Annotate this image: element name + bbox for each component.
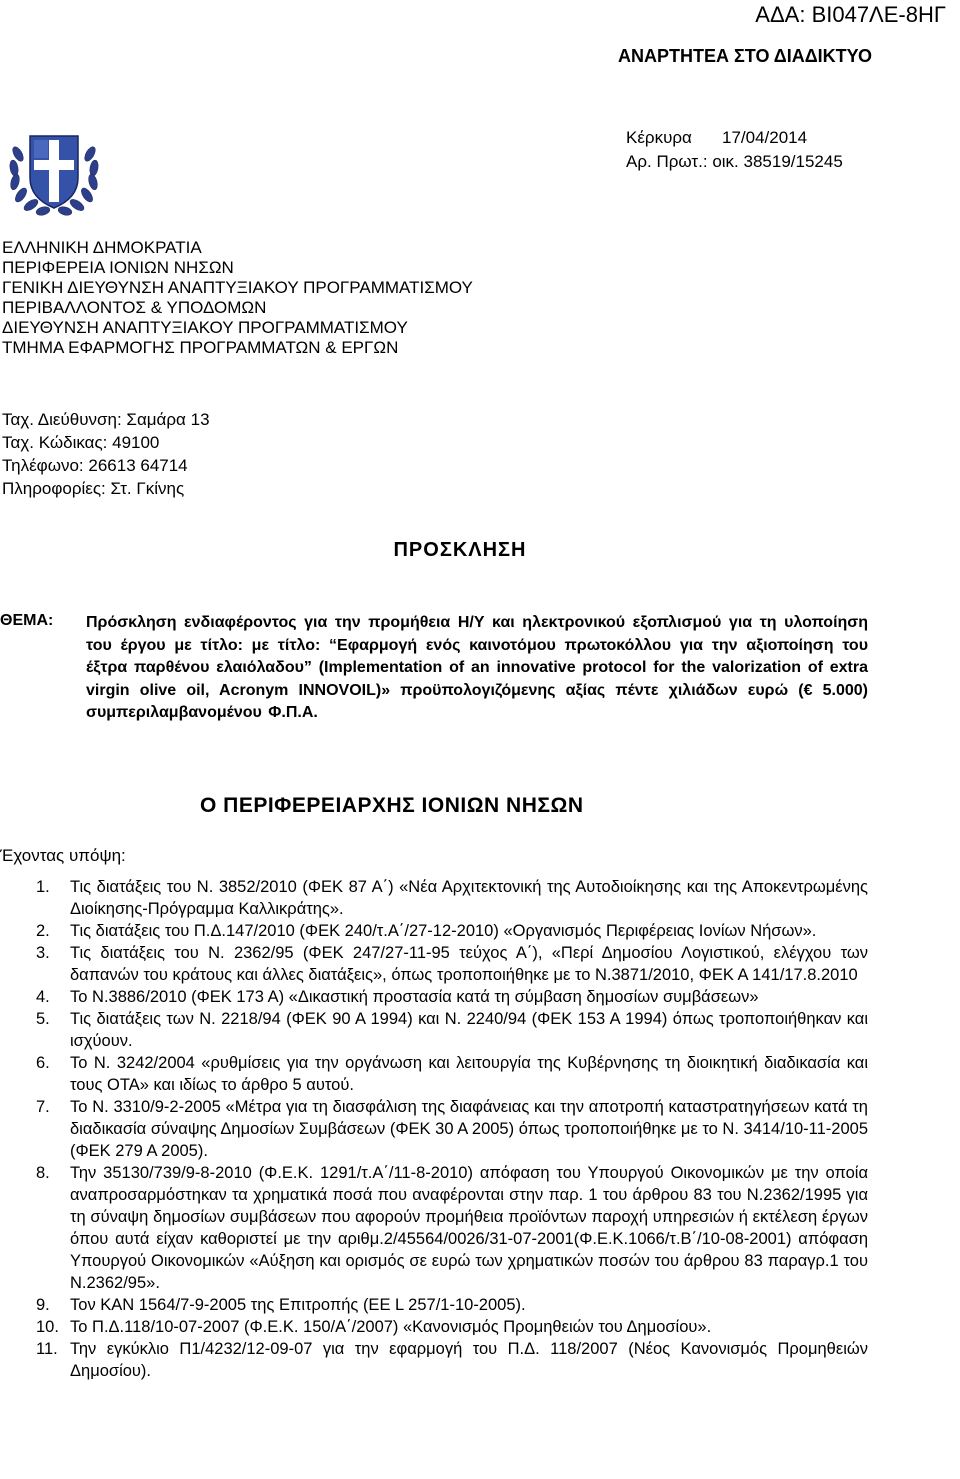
item-number: 10.: [36, 1318, 59, 1336]
legal-basis-list: [36, 876, 868, 1382]
authority-line: ΓΕΝΙΚΗ ΔΙΕΥΘΥΝΣΗ ΑΝΑΠΤΥΞΙΑΚΟΥ ΠΡΟΓΡΑΜΜΑΤΙΣΜΟΥ: [2, 278, 473, 297]
authority-line: ΔΙΕΥΘΥΝΣΗ ΑΝΑΠΤΥΞΙΑΚΟΥ ΠΡΟΓΡΑΜΜΑΤΙΣΜΟΥ: [2, 318, 408, 337]
list-item: [36, 1162, 868, 1294]
subject-label: ΘΕΜΑ:: [0, 612, 54, 629]
postal-code: Ταχ. Κώδικας: 49100: [2, 433, 160, 452]
date-protocol-block: [626, 126, 843, 174]
authority-line: ΕΛΛΗΝΙΚΗ ΔΗΜΟΚΡΑΤΙΑ: [2, 238, 202, 257]
document-date: 17/04/2014: [722, 128, 808, 147]
city: Κέρκυρα: [626, 128, 692, 147]
item-number: 8.: [36, 1164, 50, 1182]
item-number: 7.: [36, 1098, 50, 1116]
list-item: [36, 1096, 868, 1162]
protocol-number: 38519/15245: [743, 152, 843, 171]
invitation-title: ΠΡΟΣΚΛΗΣΗ: [393, 539, 527, 561]
considering-label: Έχοντας υπόψη:: [0, 846, 126, 865]
item-text: Το Ν. 3242/2004 «ρυθμίσεις για την οργάνωση και λειτουργία της Κυβέρνησης τη διοικητική διαδικασία και τους ΟΤΑ» και ιδίως το άρθρο 5 αυτού.: [70, 1054, 868, 1094]
list-item: [36, 920, 868, 942]
item-number: 3.: [36, 944, 50, 962]
item-number: 4.: [36, 988, 50, 1006]
authority-line: ΤΜΗΜΑ ΕΦΑΡΜΟΓΗΣ ΠΡΟΓΡΑΜΜΑΤΩΝ & ΕΡΓΩΝ: [2, 338, 399, 357]
item-number: 1.: [36, 878, 50, 896]
item-number: 9.: [36, 1296, 50, 1314]
list-item: [36, 1008, 868, 1052]
item-text: Τον ΚΑΝ 1564/7-9-2005 της Επιτροπής (ΕΕ L 257/1-10-2005).: [70, 1296, 526, 1314]
list-item: [36, 986, 868, 1008]
contact-person: Πληροφορίες: Στ. Γκίνης: [2, 479, 185, 498]
item-number: 11.: [36, 1340, 58, 1358]
item-text: Τις διατάξεις του Π.Δ.147/2010 (ΦΕΚ 240/τ.Α΄/27-12-2010) «Οργανισμός Περιφέρειας Ιονίων Νήσων».: [70, 922, 817, 940]
item-text: Την 35130/739/9-8-2010 (Φ.Ε.Κ. 1291/τ.Α΄/11-8-2010) απόφαση του Υπουργού Οικονομικών με την οποία αναπροσαρμόστηκαν τα χρηματικά ποσά που αναφέρονται στην παρ. 1 του άρθρου 83 του Ν.2362/1995 για τη σύναψη δημοσίων συμβάσεων που αφορούν προμήθεια προϊόντων παροχή υπηρεσιών ή εκτέλεση έργων όπου αυτά είχαν καθοριστεί με την αριθμ.2/45564/0026/31-07-2001(Φ.Ε.Κ.1066/τ.Β΄/10-08-2001) απόφαση Υπουργού Οικονομικών «Αύξηση και ορισμός σε ευρώ των χρηματικών ποσών του άρθρου 83 παραγρ.1 του Ν.2362/95».: [70, 1164, 868, 1292]
ada-code: ΑΔΑ: ΒΙ047ΛΕ-8ΗΓ: [755, 2, 946, 27]
item-text: Τις διατάξεις του Ν. 3852/2010 (ΦΕΚ 87 Α΄) «Νέα Αρχιτεκτονική της Αυτοδιοίκησης και της Αποκεντρωμένης Διοίκησης-Πρόγραμμα Καλλικράτης».: [70, 878, 868, 918]
authority-line: ΠΕΡΙΦΕΡΕΙΑ ΙΟΝΙΩΝ ΝΗΣΩΝ: [2, 258, 234, 277]
list-item: [36, 1338, 868, 1382]
postal-address: Ταχ. Διεύθυνση: Σαμάρα 13: [2, 410, 210, 429]
authority-line: ΠΕΡΙΒΑΛΛΟΝΤΟΣ & ΥΠΟΔΟΜΩΝ: [2, 298, 267, 317]
official-title: Ο ΠΕΡΙΦΕΡΕΙΑΡΧΗΣ ΙΟΝΙΩΝ ΝΗΣΩΝ: [200, 794, 584, 817]
item-text: Τις διατάξεις των Ν. 2218/94 (ΦΕΚ 90 Α 1994) και Ν. 2240/94 (ΦΕΚ 153 Α 1994) όπως τροποποιήθηκαν και ισχύουν.: [70, 1010, 868, 1050]
item-text: Τις διατάξεις του Ν. 2362/95 (ΦΕΚ 247/27-11-95 τεύχος Α΄), «Περί Δημοσίου Λογιστικού, ελέγχου των δαπανών του κράτους και άλλες διατάξεις», όπως τροποποιήθηκε με το Ν.3871/2010, ΦΕΚ Α 141/17.8.2010: [70, 944, 868, 984]
item-text: Το Π.Δ.118/10-07-2007 (Φ.Ε.Κ. 150/Α΄/2007) «Κανονισμός Προμηθειών του Δημοσίου».: [70, 1318, 712, 1336]
phone-number: Τηλέφωνο: 26613 64714: [2, 456, 188, 475]
item-number: 2.: [36, 922, 50, 940]
item-number: 5.: [36, 1010, 50, 1028]
list-item: [36, 1316, 868, 1338]
item-number: 6.: [36, 1054, 50, 1072]
contact-details: [2, 408, 210, 500]
list-item: [36, 1052, 868, 1096]
item-text: Το Ν.3886/2010 (ΦΕΚ 173 Α) «Δικαστική προστασία κατά τη σύμβαση δημοσίων συμβάσεων»: [70, 988, 759, 1006]
item-text: Την εγκύκλιο Π1/4232/12-09-07 για την εφαρμογή του Π.Δ. 118/2007 (Νέος Κανονισμός Προμηθειών Δημοσίου).: [70, 1340, 868, 1380]
protocol-label: Αρ. Πρωτ.: οικ.: [626, 152, 739, 171]
list-item: [36, 1294, 868, 1316]
issuing-authority: [2, 238, 473, 358]
subject-text: Πρόσκληση ενδιαφέροντος για την προμήθεια Η/Υ και ηλεκτρονικού εξοπλισμού για τη υλοποίηση του έργου με τίτλο: με τίτλο: “Εφαρμογή ενός καινοτόμου πρωτοκόλλου για την αξιοποίηση του έξτρα παρθένου ελαιόλαδου” (Implementation of an innovative protocol for the valorization of extra virgin olive oil, Acronym INNOVOIL)» προϋπολογιζόμενης αξίας πέντε χιλιάδων ευρώ (€ 5.000) συμπεριλαμβανομένου Φ.Π.Α.: [86, 614, 868, 721]
greek-emblem-icon: [4, 122, 104, 222]
list-item: [36, 876, 868, 920]
item-text: Το Ν. 3310/9-2-2005 «Μέτρα για τη διασφάλιση της διαφάνειας και την αποτροπή καταστρατηγήσεων κατά τη διαδικασία σύναψης Δημοσίων Συμβάσεων (ΦΕΚ 30 Α 2005) όπως τροποποιήθηκε με το Ν. 3414/10-11-2005 (ΦΕΚ 279 Α 2005).: [70, 1098, 868, 1160]
posted-online-notice: ΑΝΑΡΤΗΤΕΑ ΣΤΟ ΔΙΑΔΙΚΤΥΟ: [618, 46, 872, 66]
list-item: [36, 942, 868, 986]
